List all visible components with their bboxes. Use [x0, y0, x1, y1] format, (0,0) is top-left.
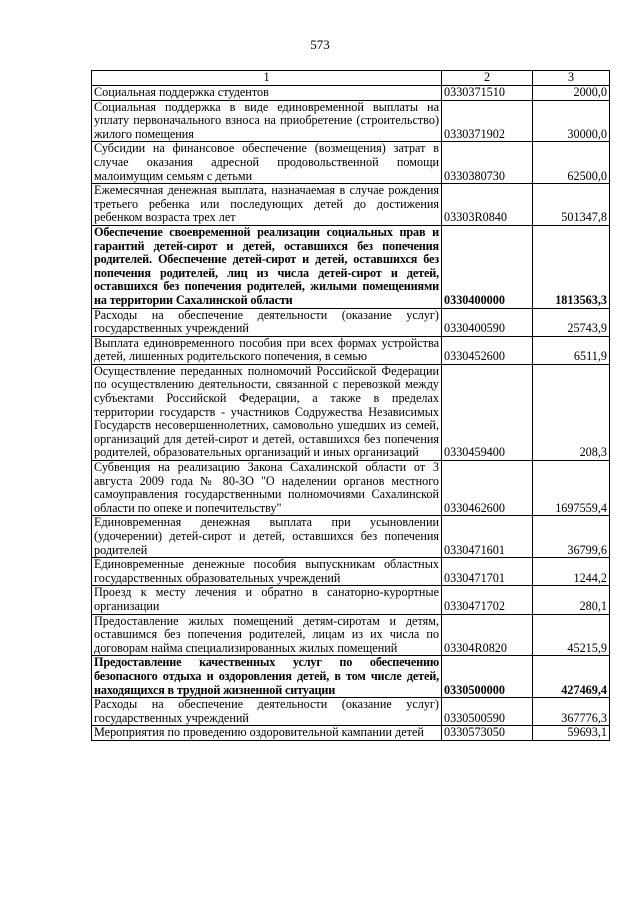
- row-code: 03303R0840: [442, 184, 533, 226]
- column-header-1: 1: [92, 71, 442, 86]
- table-row: [92, 698, 610, 726]
- table-row: [92, 558, 610, 586]
- row-code: 0330400000: [442, 225, 533, 308]
- row-amount: 367776,3: [533, 698, 610, 726]
- row-code: 03304R0820: [442, 614, 533, 656]
- row-description: Субсидии на финансовое обеспечение (возмещения) затрат в случае оказания адресной продовольственной помощи малоимущим семьям с детьми: [92, 142, 442, 184]
- row-code: 0330462600: [442, 461, 533, 516]
- row-description: Ежемесячная денежная выплата, назначаемая в случае рождения третьего ребенка или последующих детей до достижения ребенком возраста трех лет: [92, 184, 442, 226]
- table-row: [92, 142, 610, 184]
- row-amount: 62500,0: [533, 142, 610, 184]
- row-code: 0330459400: [442, 364, 533, 460]
- row-amount: 59693,1: [533, 726, 610, 741]
- table-row: [92, 336, 610, 364]
- row-amount: 30000,0: [533, 100, 610, 142]
- row-description: Единовременные денежные пособия выпускникам областных государственных образовательных учреждений: [92, 558, 442, 586]
- column-header-2: 2: [442, 71, 533, 86]
- row-amount: 280,1: [533, 586, 610, 614]
- row-description: Предоставление жилых помещений детям-сиротам и детям, оставшимся без попечения родителей, лицам из их числа по договорам найма специализированных жилых помещений: [92, 614, 442, 656]
- row-description: Предоставление качественных услуг по обеспечению безопасного отдыха и оздоровления детей, в том числе детей, находящихся в трудной жизненной ситуации: [92, 656, 442, 698]
- row-code: 0330471601: [442, 516, 533, 558]
- budget-table: [91, 70, 610, 741]
- row-amount: 6511,9: [533, 336, 610, 364]
- row-code: 0330573050: [442, 726, 533, 741]
- table-row: [92, 656, 610, 698]
- row-amount: 1244,2: [533, 558, 610, 586]
- row-code: 0330500590: [442, 698, 533, 726]
- row-code: 0330471701: [442, 558, 533, 586]
- row-code: 0330371902: [442, 100, 533, 142]
- row-amount: 427469,4: [533, 656, 610, 698]
- row-code: 0330500000: [442, 656, 533, 698]
- row-description: Выплата единовременного пособия при всех формах устройства детей, лишенных родительского попечения, в семью: [92, 336, 442, 364]
- table-row: [92, 100, 610, 142]
- row-amount: 1813563,3: [533, 225, 610, 308]
- table-row: [92, 364, 610, 460]
- row-description: Социальная поддержка в виде единовременной выплаты на уплату первоначального взноса на приобретение (строительство) жилого помещения: [92, 100, 442, 142]
- row-description: Единовременная денежная выплата при усыновлении (удочерении) детей-сирот и детей, оставшихся без попечения родителей: [92, 516, 442, 558]
- table-row: [92, 184, 610, 226]
- row-description: Социальная поддержка студентов: [92, 86, 442, 101]
- row-code: 0330452600: [442, 336, 533, 364]
- row-code: 0330380730: [442, 142, 533, 184]
- row-amount: 208,3: [533, 364, 610, 460]
- table-row: [92, 516, 610, 558]
- row-description: Субвенция на реализацию Закона Сахалинской области от 3 августа 2009 года № 80-ЗО "О наделении органов местного самоуправления государственными полномочиями Сахалинской области по опеке и попечительству": [92, 461, 442, 516]
- row-amount: 45215,9: [533, 614, 610, 656]
- table-row: [92, 225, 610, 308]
- row-amount: 501347,8: [533, 184, 610, 226]
- table-row: [92, 614, 610, 656]
- row-description: Обеспечение своевременной реализации социальных прав и гарантий детей-сирот и детей, оставшихся без попечения родителей. Обеспечение детей-сирот и детей, оставшихся без попечения родителей, лиц из числа детей-сирот и детей, оставшихся без попечения родителей, жилыми помещениями на территории Сахалинской области: [92, 225, 442, 308]
- row-code: 0330400590: [442, 308, 533, 336]
- row-amount: 36799,6: [533, 516, 610, 558]
- row-code: 0330471702: [442, 586, 533, 614]
- row-description: Осуществление переданных полномочий Российской Федерации по осуществлению деятельности, связанной с перевозкой между субъектами Российской Федерации, а также в пределах территории государств - участников Содружества Независимых Государств несовершеннолетних, самовольно ушедших из семей, организаций для детей-сирот и детей, оставшихся без попечения родителей, образовательных организаций и иных организаций: [92, 364, 442, 460]
- row-description: Расходы на обеспечение деятельности (оказание услуг) государственных учреждений: [92, 308, 442, 336]
- table-row: [92, 86, 610, 101]
- row-description: Расходы на обеспечение деятельности (оказание услуг) государственных учреждений: [92, 698, 442, 726]
- row-description: Мероприятия по проведению оздоровительной кампании детей: [92, 726, 442, 741]
- table-row: [92, 308, 610, 336]
- column-header-3: 3: [533, 71, 610, 86]
- table-row: [92, 726, 610, 741]
- row-amount: 1697559,4: [533, 461, 610, 516]
- row-description: Проезд к месту лечения и обратно в санаторно-курортные организации: [92, 586, 442, 614]
- page-number: 573: [310, 37, 330, 52]
- row-amount: 25743,9: [533, 308, 610, 336]
- row-amount: 2000,0: [533, 86, 610, 101]
- table-row: [92, 586, 610, 614]
- row-code: 0330371510: [442, 86, 533, 101]
- table-row: [92, 461, 610, 516]
- table-header-row: [92, 71, 610, 86]
